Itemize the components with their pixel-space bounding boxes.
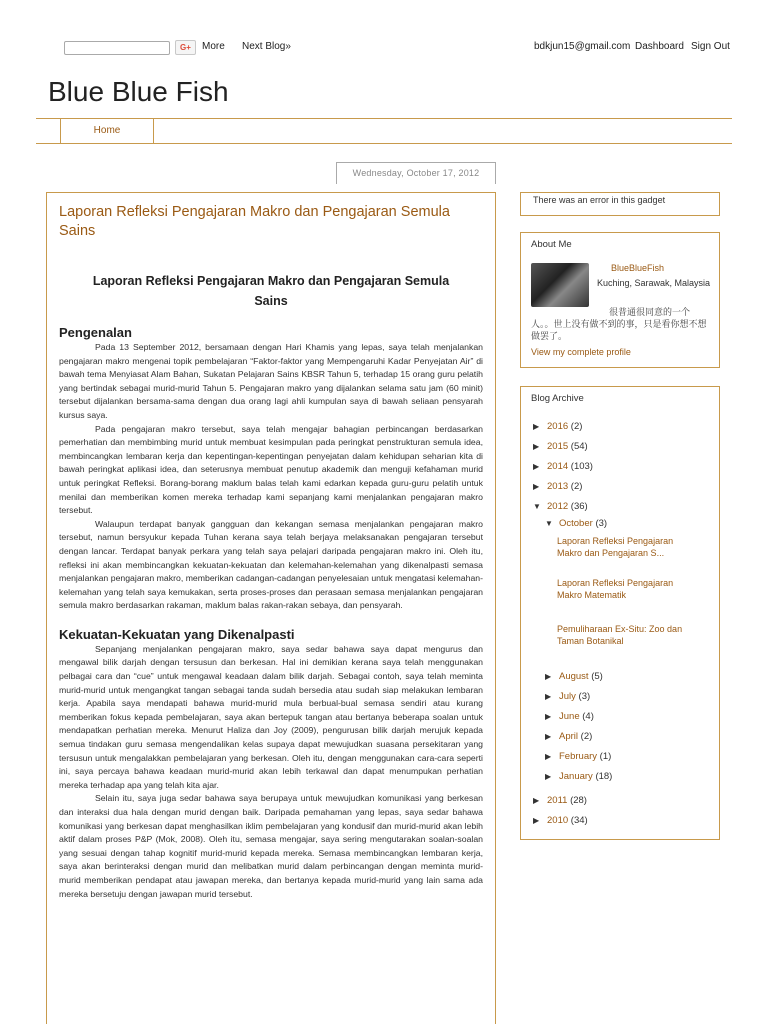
blog-title[interactable]: Blue Blue Fish	[48, 76, 229, 107]
sign-out-link[interactable]: Sign Out	[691, 41, 730, 52]
archive-year-2016[interactable]: ▶ 2016 (2)	[533, 421, 583, 432]
post-paragraph: Pada pengajaran makro tersebut, saya telah mengajar bahagian perbincangan berdasarkan pemerhatian dan membimbing murid untuk membuat kesimpulan pada peringkat penstrukturan semula idea, membincangkan lembaran kerja dan kepentingan-kepentingan penyejatan dalam kehidupan seharian kita di bawah peringkat aplikasi idea, dan seterusnya membuat penutup akademik dan menguji kefahaman murid untuk peringkat Refleksi. Borang-borang maklum balas telah kami edarkan kepada guru-guru pelatih untuk menilai dan memberikan komen mereka terhadap kami sepanjang kami menjalankan pengajaran makro tersebut.	[59, 423, 483, 516]
triangle-right-icon[interactable]: ▶	[533, 796, 540, 805]
profile-description: 很普通很同意的一个人。。世上没有做不到的事，只是看你想不想做罢了。	[531, 308, 707, 342]
user-email: bdkjun15@gmail.com	[534, 41, 631, 52]
triangle-down-icon[interactable]: ▼	[533, 502, 541, 511]
triangle-right-icon[interactable]: ▶	[533, 482, 540, 491]
archive-post-link[interactable]: Pemuliharaan Ex-Situ: Zoo dan Taman Botanikal	[557, 624, 683, 646]
archive-month-april[interactable]: ▶ April (2)	[545, 731, 593, 742]
blog-archive-widget	[520, 386, 720, 840]
archive-year-2011[interactable]: ▶ 2011 (28)	[533, 795, 587, 806]
triangle-right-icon[interactable]: ▶	[533, 442, 540, 451]
tab-home[interactable]: Home	[60, 119, 154, 143]
archive-post-link[interactable]: Laporan Refleksi Pengajaran Makro dan Pengajaran S...	[557, 536, 674, 558]
post-paragraph: Pada 13 September 2012, bersamaan dengan Hari Khamis yang lepas, saya telah menjalankan pengajaran makro mengenai topik pembelajaran “Faktor-faktor yang Mempengaruhi Kadar Penyejatan Air” di bawah tema Menyiasat Alam Bahan, Sukatan Pelajaran Sains KBSR Tahun 5, terhadap 15 orang guru pelatih yang bertindak sebagai murid-murid Tahun 5. Pengajaran makro yang dijalankan selama satu jam (60 minit) tersebut dijalankan bersama-sama dengan dua orang lagi ahli kumpulan saya di bawah seliaan pensyarah kursus saya.	[59, 342, 483, 420]
archive-month-june[interactable]: ▶ June (4)	[545, 711, 594, 722]
blog-archive-title: Blog Archive	[531, 393, 584, 404]
next-blog-link[interactable]: Next Blog»	[242, 41, 291, 52]
triangle-right-icon[interactable]: ▶	[533, 462, 540, 471]
archive-month-february[interactable]: ▶ February (1)	[545, 751, 612, 762]
triangle-right-icon[interactable]: ▶	[545, 732, 552, 741]
triangle-right-icon[interactable]: ▶	[545, 752, 552, 761]
about-me-title: About Me	[531, 239, 572, 250]
page-tabs	[36, 118, 732, 144]
more-link[interactable]: More	[202, 41, 225, 52]
post-paragraph: Sepanjang menjalankan pengajaran makro, saya sedar bahawa saya dapat mengurus dan mengawal bilik darjah dengan tersusun dan berkesan. Hal ini demikian kerana saya telah menggunakan pelbagai cara dan “cue” untuk mengawal keadaan dalam bilik darjah. Sebagai contoh, saya telah meminta murid-murid untuk mengangkat tangan sebagai tanda sudah bersedia atau sudah siap melakukan lembaran kerja. Apabila saya mendapati bahawa murid-murid mula berbual-bual semasa sendiri atau kurang memberikan fokus kepada pembelajaran, saya akan bertepuk tangan atau bertanya beberapa soalan untuk mendapatkan perhatian mereka. Menurut Haliza dan Joy (2009), pengurusan bilik darjah merujuk kepada semua tindakan guru semasa mengendalikan kelas supaya dapat mewujudkan suasana persekitaran yang tersusun untuk mengalakkan pembelajaran yang berkesan. Oleh itu, dengan menggunakan cara-cara seperti ini, saya percaya bahawa keadaan murid-murid akan lebih terkawal dan dapat menumpukan perhatian mereka terhadap apa yang telah kita ajar.	[59, 643, 483, 790]
archive-month-august[interactable]: ▶ August (5)	[545, 671, 603, 682]
archive-year-2010[interactable]: ▶ 2010 (34)	[533, 815, 588, 826]
profile-location: Kuching, Sarawak, Malaysia	[597, 278, 711, 288]
view-profile-link[interactable]: View my complete profile	[531, 347, 631, 357]
error-text: There was an error in this gadget	[533, 195, 666, 205]
archive-year-2012[interactable]: ▼ 2012 (36)	[533, 501, 588, 512]
triangle-right-icon[interactable]: ▶	[545, 772, 552, 781]
post-body	[46, 192, 496, 1024]
archive-month-october[interactable]: ▼ October (3)	[545, 518, 608, 529]
profile-avatar[interactable]	[531, 263, 589, 307]
triangle-down-icon[interactable]: ▼	[545, 519, 553, 528]
triangle-right-icon[interactable]: ▶	[533, 816, 540, 825]
archive-month-july[interactable]: ▶ July (3)	[545, 691, 591, 702]
triangle-right-icon[interactable]: ▶	[545, 672, 552, 681]
error-gadget	[520, 192, 720, 216]
archive-year-2013[interactable]: ▶ 2013 (2)	[533, 481, 583, 492]
blogger-navbar	[0, 36, 768, 58]
archive-post-link[interactable]: Laporan Refleksi Pengajaran Makro Matematik	[557, 578, 674, 600]
section-heading-kekuatan: Kekuatan-Kekuatan yang Dikenalpasti	[59, 626, 295, 642]
archive-month-january[interactable]: ▶ January (18)	[545, 771, 613, 782]
post-paragraph: Selain itu, saya juga sedar bahawa saya berupaya untuk mewujudkan komunikasi yang berkesan dan interaksi dua hala dengan murid dengan baik. Daripada pemahaman yang lepas, saya sedar bahawa komunikasi yang berkesan dapat menghasilkan iklim pembelajaran yang kondusif dan murid-murid akan lebih aktif dalam proses P&P (Mok, 2008). Oleh itu, semasa mengajar, saya sering mengutarakan soalan-soalan yang sesuai dengan tahap kognitif murid-murid kepada mereka. Semasa membincangkan lembaran kerja, saya akan berinteraksi dengan murid dan melibatkan murid dalam perbincangan dengan meminta murid-murid memberikan pendapat atau jawapan mereka, dan bertanya kepada murid-murid yang lain sama ada mereka bersetuju dengan jawapan murid tersebut.	[59, 793, 483, 899]
google-plus-button[interactable]: G+	[175, 40, 196, 55]
post-paragraph: Walaupun terdapat banyak gangguan dan kekangan semasa menjalankan pengajaran makro tersebut, namun bersyukur kepada Tuhan kerana saya telah berjaya melaksanakan pengajaran tersebut dengan lancar. Terdapat banyak perkara yang telah saya pelajari daripada pengajaran makro ini. Oleh itu, refleksi ini akan membincangkan kekuatan-kekuatan dan kelemahan-kelemahan yang dikenalpasti semasa menjalankan pengajaran makro, memberikan cadangan-cadangan penyelesaian untuk mengatasi kelemahan-kelemahan yang telah saya kemukakan, serta proses-proses dan perasaan semasa menjalankan pengajaran semula makro berdasarkan rakaman, maklum balas rakan-rakan sebaya, dan pensyarah.	[59, 518, 483, 611]
archive-year-2015[interactable]: ▶ 2015 (54)	[533, 441, 588, 452]
dashboard-link[interactable]: Dashboard	[635, 41, 684, 52]
archive-year-2014[interactable]: ▶ 2014 (103)	[533, 461, 593, 472]
section-heading-pengenalan: Pengenalan	[59, 325, 132, 340]
about-me-widget	[520, 232, 720, 368]
post-date-header: Wednesday, October 17, 2012	[336, 162, 496, 184]
post-heading: Laporan Refleksi Pengajaran Makro dan Pengajaran Semula Sains	[92, 274, 450, 308]
triangle-right-icon[interactable]: ▶	[545, 692, 552, 701]
search-input[interactable]	[64, 41, 170, 55]
profile-name[interactable]: BlueBlueFish	[611, 263, 665, 273]
triangle-right-icon[interactable]: ▶	[533, 422, 540, 431]
post-title[interactable]: Laporan Refleksi Pengajaran Makro dan Pengajaran Semula Sains	[59, 204, 450, 239]
triangle-right-icon[interactable]: ▶	[545, 712, 552, 721]
